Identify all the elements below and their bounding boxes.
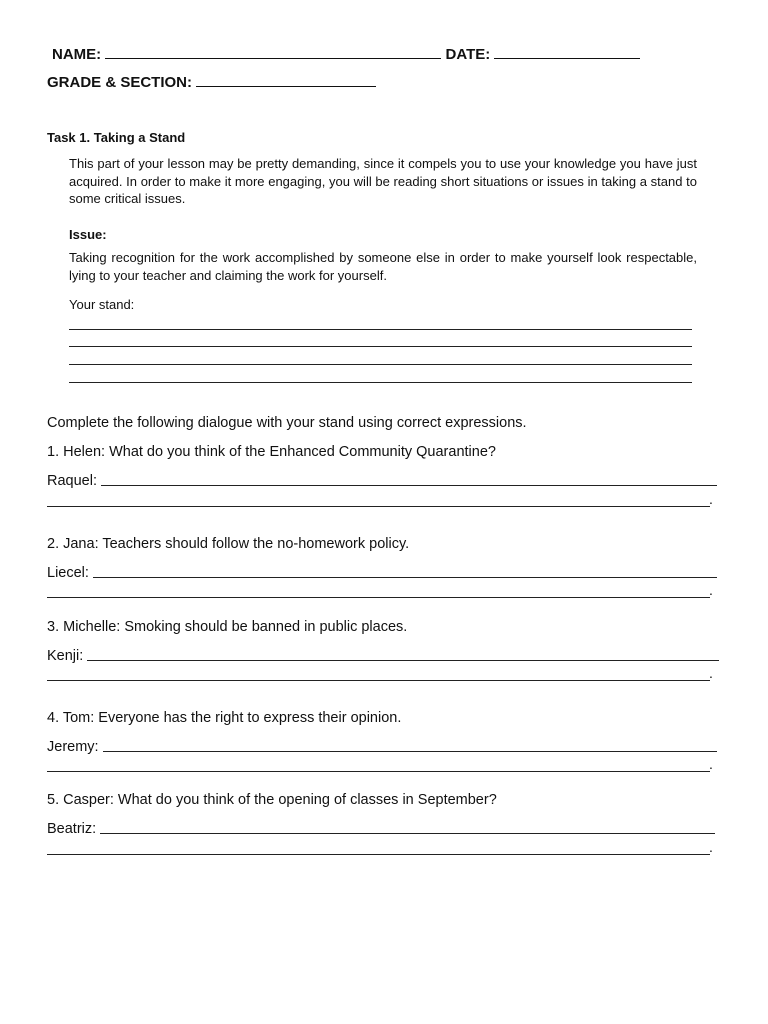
- dialogue-instruction: Complete the following dialogue with your stand using correct expressions.: [47, 415, 527, 431]
- name-blank[interactable]: [105, 43, 441, 59]
- answer-row: [47, 471, 717, 489]
- answer-line[interactable]: [87, 646, 719, 661]
- stand-line[interactable]: [69, 346, 692, 347]
- issue-label: Issue:: [69, 227, 107, 242]
- answer-continuation-line[interactable]: [47, 854, 710, 855]
- answer-row: [47, 819, 715, 837]
- answer-continuation-line[interactable]: [47, 680, 710, 681]
- grade-section-label: GRADE & SECTION:: [47, 74, 193, 91]
- task-title: Task 1. Taking a Stand: [47, 130, 186, 145]
- name-date-row: [52, 43, 640, 63]
- answer-row: [47, 563, 717, 581]
- responder-name: Jeremy:: [47, 739, 99, 755]
- dialogue-prompt: 3. Michelle: Smoking should be banned in public places.: [47, 619, 408, 635]
- name-label: NAME:: [52, 46, 102, 63]
- grade-section-blank[interactable]: [196, 71, 376, 87]
- answer-line[interactable]: [101, 471, 717, 486]
- answer-line[interactable]: [93, 563, 717, 578]
- responder-name: Liecel:: [47, 565, 89, 581]
- answer-line[interactable]: [100, 819, 715, 834]
- task-intro: This part of your lesson may be pretty demanding, since it compels you to use your knowledge you have just acquired. In order to make it more engaging, you will be reading short situations or issues in taking a stand to some critical issues.: [69, 156, 697, 206]
- answer-row: [47, 646, 719, 664]
- answer-line[interactable]: [103, 737, 717, 752]
- dialogue-prompt: 5. Casper: What do you think of the opening of classes in September?: [47, 792, 497, 808]
- dialogue-prompt: 1. Helen: What do you think of the Enhanced Community Quarantine?: [47, 444, 496, 460]
- responder-name: Kenji:: [47, 648, 84, 664]
- responder-name: Beatriz:: [47, 821, 97, 837]
- end-period: .: [709, 582, 713, 598]
- stand-line[interactable]: [69, 329, 692, 330]
- answer-row: [47, 737, 717, 755]
- responder-name: Raquel:: [47, 473, 97, 489]
- end-period: .: [709, 491, 713, 507]
- end-period: .: [709, 665, 713, 681]
- stand-label: Your stand:: [69, 297, 135, 312]
- answer-continuation-line[interactable]: [47, 506, 710, 507]
- stand-line[interactable]: [69, 382, 692, 383]
- end-period: .: [709, 756, 713, 772]
- date-label: DATE:: [445, 46, 491, 63]
- issue-text: Taking recognition for the work accomplished by someone else in order to make yourself look respectable, lying to your teacher and claiming the work for yourself.: [69, 250, 697, 283]
- date-blank[interactable]: [494, 43, 640, 59]
- answer-continuation-line[interactable]: [47, 597, 710, 598]
- dialogue-prompt: 2. Jana: Teachers should follow the no-homework policy.: [47, 536, 410, 552]
- end-period: .: [709, 839, 713, 855]
- answer-continuation-line[interactable]: [47, 771, 710, 772]
- dialogue-prompt: 4. Tom: Everyone has the right to express their opinion.: [47, 710, 402, 726]
- grade-section-row: [47, 71, 376, 91]
- stand-line[interactable]: [69, 364, 692, 365]
